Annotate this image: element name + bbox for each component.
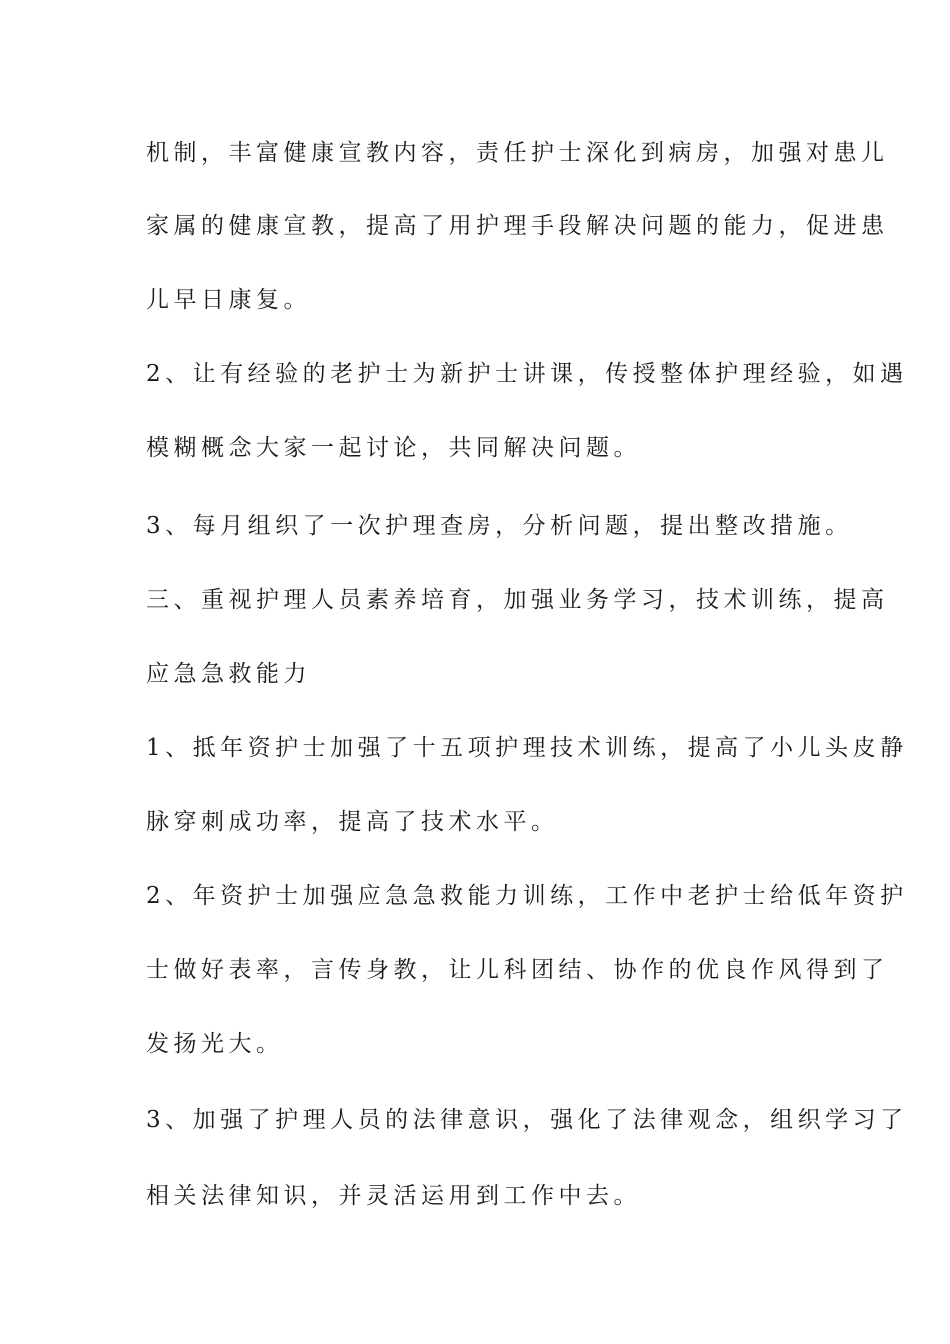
text-line: 脉穿刺成功率，提高了技术水平。: [146, 809, 559, 835]
section-heading: 三、重视护理人员素养培育，加强业务学习，技术训练，提高: [146, 587, 889, 613]
text-line: 机制，丰富健康宣教内容，责任护士深化到病房，加强对患儿: [146, 140, 889, 166]
text-line: 2、让有经验的老护士为新护士讲课，传授整体护理经验，如遇: [146, 361, 908, 387]
section-heading: 应急急救能力: [146, 661, 311, 687]
text-line: 儿早日康复。: [146, 287, 311, 313]
text-line: 士做好表率，言传身教，让儿科团结、协作的优良作风得到了: [146, 957, 889, 983]
text-line: 3、加强了护理人员的法律意识，强化了法律观念，组织学习了: [146, 1107, 908, 1133]
text-line: 模糊概念大家一起讨论，共同解决问题。: [146, 435, 641, 461]
text-line: 家属的健康宣教，提高了用护理手段解决问题的能力，促进患: [146, 213, 889, 239]
text-line: 相关法律知识，并灵活运用到工作中去。: [146, 1183, 641, 1209]
text-line: 发扬光大。: [146, 1031, 284, 1057]
text-line: 1、抵年资护士加强了十五项护理技术训练，提高了小儿头皮静: [146, 735, 908, 761]
text-line: 2、年资护士加强应急急救能力训练，工作中老护士给低年资护: [146, 883, 908, 909]
text-line: 3、每月组织了一次护理查房，分析问题，提出整改措施。: [146, 513, 853, 539]
